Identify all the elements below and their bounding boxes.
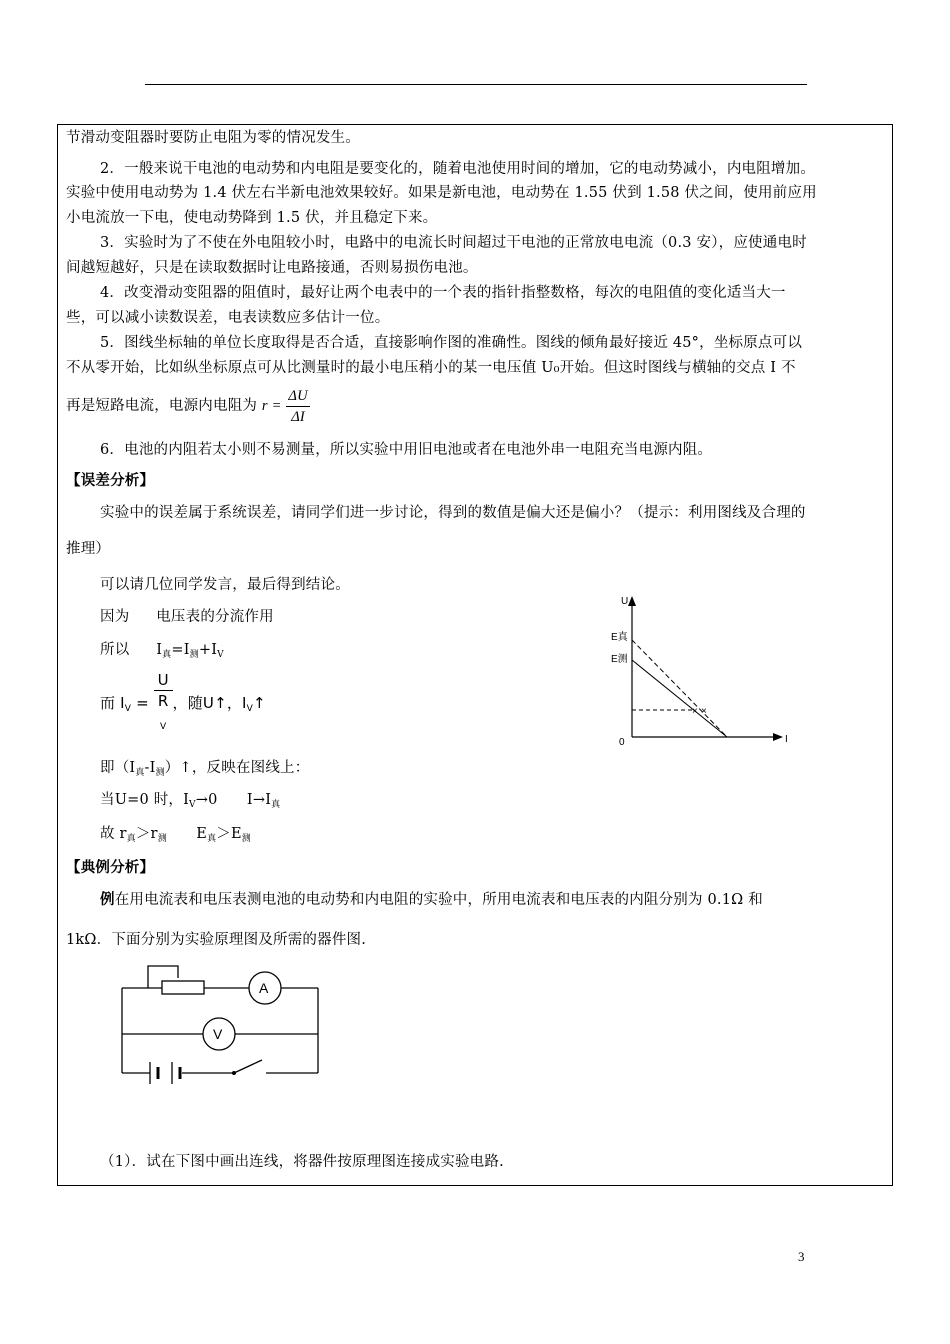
fraction-denominator: ΔI [291, 408, 305, 425]
dang-v: V [189, 800, 196, 810]
i-axis-arrow [773, 733, 783, 741]
gu-meas-2: 测 [241, 834, 251, 844]
iv-den-v: V [160, 722, 167, 732]
circuit-diagram [110, 958, 330, 1088]
true-line [632, 640, 727, 737]
iv-tail-sub: V [246, 704, 254, 714]
ji-1: 即（I [100, 760, 136, 776]
battery-icon [150, 1062, 180, 1084]
page-number: 3 [798, 1249, 805, 1264]
iv-tail: ，随U↑，I [172, 694, 247, 712]
error-analysis-heading: 【误差分析】 [66, 473, 155, 489]
example-heading: 【典例分析】 [66, 860, 155, 876]
iv-den-r: R [157, 692, 169, 710]
ji-meas: 测 [155, 768, 165, 778]
switch-pivot [232, 1071, 236, 1075]
e-true-label: E真 [611, 632, 628, 643]
iv-tail-arrow: ↑ [253, 694, 266, 712]
error-question-line-2: 推理） [66, 541, 111, 557]
gu-1: 故 r [100, 826, 127, 842]
rheostat-slider-wire [148, 966, 178, 988]
u-label: U [621, 596, 629, 607]
voltmeter-label: V [213, 1026, 223, 1042]
error-question-line-3: 可以请几位同学发言，最后得到结论。 [100, 577, 350, 593]
r-equals: r = [261, 398, 282, 414]
example-line-2: 1kΩ．下面分别为实验原理图及所需的器件图. [66, 932, 367, 948]
dang-1: 当U=0 时，I [100, 792, 190, 808]
dang-line [100, 788, 280, 817]
so-v: V [217, 650, 224, 660]
cross-mark-2: × [701, 706, 707, 717]
origin-label: 0 [619, 737, 625, 748]
ji-line [100, 756, 309, 785]
text-line-9: 5．图线坐标轴的单位长度取得是否合适，直接影响作图的准确性。图线的倾角最好接近 45°，坐标原点可以 [100, 335, 803, 351]
example-text-1: 在用电流表和电压表测电池的电动势和内电阻的实验中，所用电流表和电压表的内阻分别为 0.1Ω 和 [114, 892, 763, 908]
so-true: 真 [162, 650, 172, 660]
iv-equals: = [136, 694, 149, 712]
measured-line [632, 660, 727, 737]
gu-true-2: 真 [207, 834, 217, 844]
text-line-2: 2．一般来说干电池的电动势和内电阻是要变化的，随着电池使用时间的增加，它的电动势减小，内电阻增加。 [100, 161, 816, 177]
text-line-5: 3．实验时为了不使在外电阻较小时，电路中的电流长时间超过干电池的正常放电电流（0.3 安），应使通电时 [100, 235, 807, 251]
text-line-6: 间越短越好，只是在读取数据时让电路接通，否则易损伤电池。 [66, 260, 478, 276]
so-mid: =I [171, 642, 190, 658]
text-line-3: 实验中使用电动势为 1.4 伏左右半新电池效果较好。如果是新电池，电动势在 1.55 伏到 1.58 伏之间，使用前应用 [66, 185, 817, 201]
because-label: 因为 [100, 609, 130, 625]
ammeter-label: A [259, 980, 269, 996]
so-line [100, 638, 224, 667]
cross-mark-1: × [692, 706, 698, 717]
ji-true: 真 [135, 768, 145, 778]
gu-true-1: 真 [126, 834, 136, 844]
example-question-1: （1）．试在下图中画出连线，将器件按原理图连接成实验电路. [100, 1154, 504, 1170]
error-question-line-1: 实验中的误差属于系统误差，请同学们进一步讨论，得到的数值是偏大还是偏小？（提示：利用图线及合理的 [100, 505, 806, 521]
so-label: 所以 [100, 642, 130, 658]
resistance-fraction [286, 386, 309, 427]
gu-line [100, 822, 251, 851]
ui-graph [605, 592, 805, 752]
because-text: 电压表的分流作用 [156, 609, 274, 625]
gu-3: E [166, 826, 208, 842]
iv-denominator [154, 691, 173, 737]
text-line-8: 些，可以减小读数误差，电表读数应多估计一位。 [66, 310, 390, 326]
so-tail: +I [198, 642, 218, 658]
dang-true: 真 [271, 800, 281, 810]
text-line-4: 小电流放一下电，使电动势降到 1.5 伏，并且稳定下来。 [66, 210, 438, 226]
text-line-11 [66, 384, 310, 428]
rheostat-icon [162, 981, 204, 994]
ji-2: -I [144, 760, 156, 776]
so-meas: 测 [189, 650, 199, 660]
text-line-7: 4．改变滑动变阻器的阻值时，最好让两个电表中的一个表的指针指整数格，每次的电阻值的变化适当大一 [100, 285, 786, 301]
iv-fraction [154, 670, 173, 737]
e-meas-label: E测 [611, 654, 628, 665]
text-line-12: 6．电池的内阻若太小则不易测量，所以实验中用旧电池或者在电池外串一电阻充当电源内阻。 [100, 442, 713, 458]
so-i: I [156, 642, 163, 658]
i-label: I [785, 734, 788, 745]
ji-3: ）↑，反映在图线上： [164, 760, 310, 776]
gu-meas-1: 测 [157, 834, 167, 844]
gu-4: ＞E [216, 826, 242, 842]
text-line-1: 节滑动变阻器时要防止电阻为零的情况发生。 [66, 130, 360, 146]
dang-2: →0 I→I [195, 792, 272, 808]
iv-prefix: 而 I [100, 694, 125, 712]
text-line-11-main: 再是短路电流，电源内电阻为 [66, 398, 258, 414]
gu-2: ＞r [135, 826, 158, 842]
iv-formula [100, 670, 266, 737]
header-rule [145, 84, 807, 85]
iv-numerator: U [154, 670, 173, 691]
because-line [100, 605, 274, 629]
example-bold: 例 [100, 892, 115, 908]
example-line-1 [100, 888, 763, 912]
text-line-10: 不从零开始，比如纵坐标原点可从比测量时的最小电压稍小的某一电压值 U₀开始。但这时图线与横轴的交点 I 不 [66, 360, 796, 376]
switch-icon [234, 1060, 262, 1073]
u-axis-arrow [628, 596, 636, 606]
fraction-numerator: ΔU [286, 386, 309, 407]
iv-sub: V [124, 704, 132, 714]
